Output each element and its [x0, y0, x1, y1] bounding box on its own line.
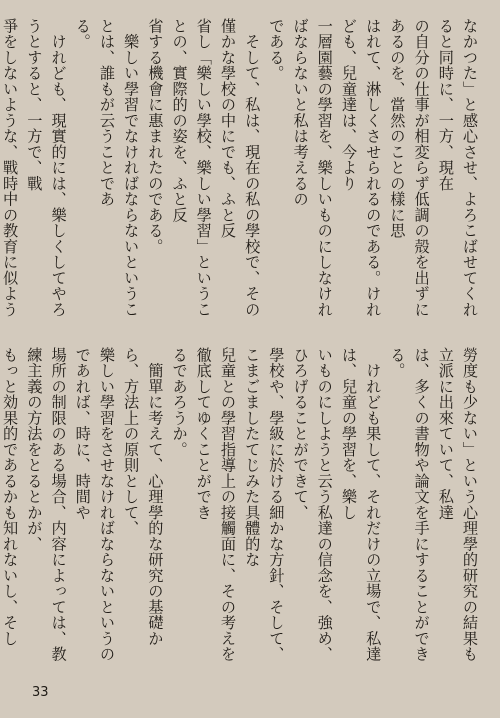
text-line: である。 — [267, 18, 286, 81]
bottom-text-block — [1, 347, 482, 677]
page-number: 33 — [32, 685, 49, 700]
text-line: 學校や、學級に於ける細かな方針、そして、こまごましたてじみた具體的な — [243, 347, 286, 662]
text-line: 兒童との學習指導上の接觸面に、その考えを徹底してゆくことができ — [194, 347, 237, 662]
text-line: もっと効果的であるかも知れないし、そし — [1, 347, 20, 647]
text-line: 省する機會に惠まれたのである。 — [146, 18, 165, 255]
text-line: けれども、現實的には、樂しくしてやろうとすると、一方で、戰 — [25, 18, 68, 318]
text-line: 一層園藝の學習を、樂しいものにしなければならないと私は考えるの — [291, 18, 334, 318]
top-text-block — [1, 18, 482, 322]
text-line: けれども果して、それだけの立場で、私達は、兒童の學習を、樂し — [339, 347, 383, 662]
text-line: いものにしようと云う私達の信念を、強め、ひろげることができて、 — [291, 347, 334, 662]
text-line: は、多くの書物や論文を手にすることができる。 — [388, 347, 431, 662]
text-line: そして、私は、現在の私の學校で、その僅かな學校の中にでも、ふと反 — [218, 18, 262, 318]
text-line: るであろうか。 — [170, 347, 189, 458]
text-line: はれて、淋しくさせられるのである。けれども、兒童達は、今より — [339, 18, 383, 318]
text-line: る。 — [73, 18, 92, 50]
text-line: 簡單に考えて、心理學的な研究の基礎から、方法上の原則として、 — [122, 347, 165, 647]
text-line: なかつた」と感心させ、よろこばせてくれると同時に、一方、現在 — [436, 18, 479, 318]
text-line: 場所の制限のある場合、内容によっては、教練主義の方法をとるとかが、 — [25, 347, 68, 662]
text-line: 樂しい學習でなければならないということは、誰もが云うことであ — [97, 18, 141, 318]
text-line: 省し「樂しい學校、樂しい學習」ということの、實際的の姿を、ふと反 — [170, 18, 213, 318]
text-line: の自分の仕事が相変らず低調の殻を出ずにあるのを、當然のことの樣に思 — [388, 18, 431, 318]
text-line: 勞度も少ない」という心理學的研究の結果も立派に出來ていて、私達 — [436, 347, 479, 662]
text-line: 樂しい學習をさせなければならないというのであれば、時に、時間や — [73, 347, 116, 662]
text-line: 爭をしないような、戰時中の教育に似よう — [1, 18, 20, 318]
